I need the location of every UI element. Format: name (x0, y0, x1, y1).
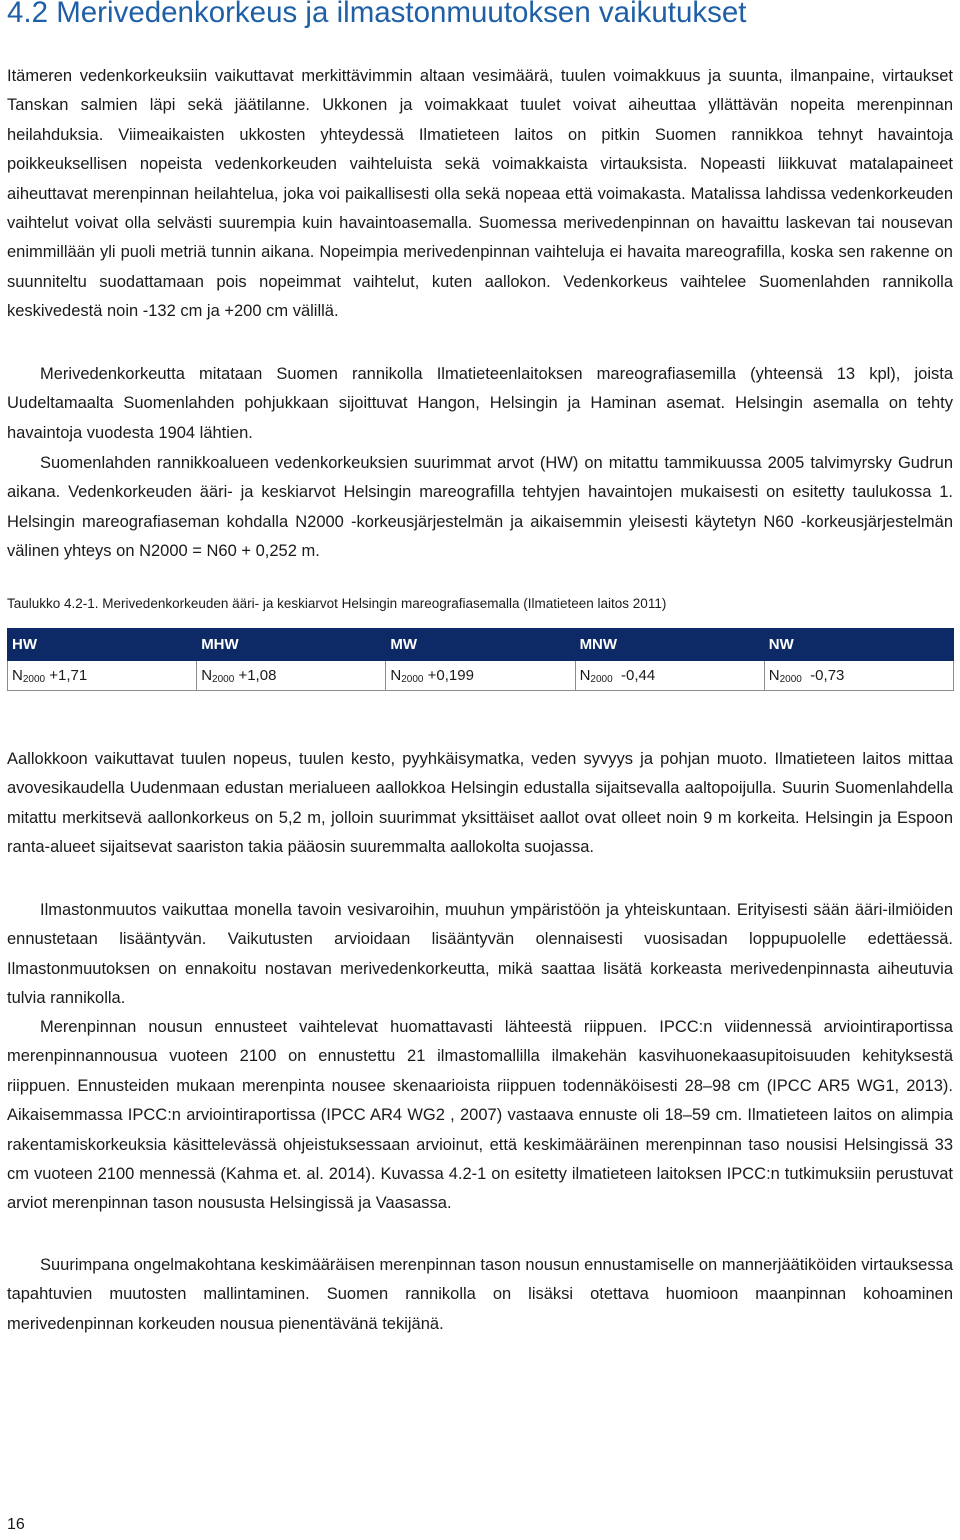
table-header-cell: MW (386, 629, 575, 661)
cell-value: +1,71 (49, 667, 88, 684)
table-cell (764, 661, 953, 691)
paragraph-mareograph-stations: Merivedenkorkeutta mitataan Suomen rannikolla Ilmatieteenlaitoksen mareografiasemilla (yhteensä 13 kpl), joista Uudeltamaalta Suomenlahden pohjukkaan sijoittuvat Hangon, Helsingin ja Haminan asemat. Helsingin asemalla on tehty havaintoja vuodesta 1904 lähtien. (7, 365, 953, 442)
paragraph-waves: Aallokkoon vaikuttavat tuulen nopeus, tuulen kesto, pyyhkäisymatka, veden syvyys ja pohjan muoto. Ilmatieteen laitos mittaa avovesikaudella Uudenmaan edustan merialueen aallokkoa Helsingin edustalla sijaitsevalla aaltopoijulla. Suurin Suomenlahdella mitattu merkitsevä aallonkorkeus on 5,2 m, jolloin suurimmat yksittäiset aallot ovat olleet noin 9 m korkeita. Helsingin ja Espoon ranta-alueet sijaitsevat saariston takia pääosin suuremmalta aallokolta suojassa. (7, 750, 953, 857)
paragraph-sea-level-rise-forecasts: Merenpinnan nousun ennusteet vaihtelevat huomattavasti lähteestä riippuen. IPCC:n viidennessä arviointiraportissa merenpinnannousua vuoteen 2100 on ennustettu 21 ilmastomallilla ilmakehän kasvihuonekaasupitoisuuden kehityksestä riippuen. Ennusteiden mukaan merenpinta nousee skenaarioista riippuen todennäköisesti 28–98 cm (IPCC AR5 WG1, 2013). Aikaisemmassa IPCC:n arviointiraportissa (IPCC AR4 WG2 , 2007) vastaava ennuste oli 18–59 cm. Ilmatieteen laitos on alimpia rakentamiskorkeuksia käsittelevässä ohjeistuksessaan arvioinut, että keskimääräinen merenpinnan taso nousisi Helsingissä 33 cm vuoteen 2100 mennessä (Kahma et. al. 2014). Kuvassa 4.2-1 on esitetty ilmatieteen laitoksen IPCC:n tutkimuksiin perustuvat arviot merenpinnan tason noususta Helsingissä ja Vaasassa. (7, 1018, 953, 1213)
paragraph-sea-level-factors: Itämeren vedenkorkeuksiin vaikuttavat merkittävimmin altaan vesimäärä, tuulen voimakkuus ja suunta, ilmanpaine, virtaukset Tanskan salmien läpi sekä jäätilanne. Ukkonen ja voimakkaat tuulet voivat aiheuttaa yllättävän nopeita merenpinnan heilahduksia. Viimeaikaisten ukkosten yhteydessä Ilmatieteen laitos on pitkin Suomen rannikkoa tehnyt havaintoja poikkeuksellisen nopeista vedenkorkeuden vaihteluista sekä voimakkaista virtauksista. Nopeasti liikkuvat matalapaineet aiheuttavat merenpinnan heilahtelua, joka voi paikallisesti olla sekä nopeaa että voimakasta. Matalissa lahdissa vedenkorkeuden vaihtelut voivat olla selvästi suurempia kuin havaintoasemalla. Suomessa merivedenpinnan on havaittu laskevan tai nousevan enimmillään yli puoli metriä tunnin aikana. Nopeimpia merivedenpinnan vaihteluja ei havaita mareografilla, koska sen rakenne on suunniteltu suodattamaan pois nopeimmat vaihtelut, kuten aallokon. Vedenkorkeus vaihtelee Suomenlahden rannikolla keskivedestä noin -132 cm ja +200 cm välillä. (7, 67, 953, 321)
table-header-cell: MHW (197, 629, 386, 661)
section-heading: 4.2 Merivedenkorkeus ja ilmastonmuutoksen vaikutukset (7, 0, 747, 29)
water-level-table (7, 628, 954, 691)
page-number: 16 (7, 1516, 25, 1533)
height-system-subscript: 2000 (779, 674, 802, 685)
table-header-cell: MNW (575, 629, 764, 661)
paragraph-modelling-challenges: Suurimpana ongelmakohtana keskimääräisen merenpinnan tason nousun ennustamiselle on mannerjäätiköiden virtauksessa tapahtuvien muutosten mallintaminen. Suomen rannikolla on lisäksi otettava huomioon maanpinnan kohoaminen merivedenpinnan korkeuden nousua pienentävänä tekijänä. (7, 1256, 953, 1333)
height-system-subscript: 2000 (590, 674, 613, 685)
table-header-cell: HW (8, 629, 197, 661)
height-system-subscript: 2000 (401, 674, 424, 685)
table-cell (575, 661, 764, 691)
table-cell (197, 661, 386, 691)
table-row (8, 661, 954, 691)
table-cell (8, 661, 197, 691)
paragraph-extreme-values: Suomenlahden rannikkoalueen vedenkorkeuksien suurimmat arvot (HW) on mitattu tammikuussa 2005 talvimyrsky Gudrun aikana. Vedenkorkeuden ääri- ja keskiarvot Helsingin mareografilla tehtyjen havaintojen mukaisesti on esitetty taulukossa 1. Helsingin mareografiaseman kohdalla N2000 -korkeusjärjestelmän ja aikaisemmin yleisesti käytetyn N60 -korkeusjärjestelmän välinen yhteys on N2000 = N60 + 0,252 m. (7, 454, 953, 561)
height-system-label: N (390, 667, 402, 684)
cell-value: -0,44 (621, 667, 656, 684)
table-cell (386, 661, 575, 691)
cell-value: -0,73 (810, 667, 845, 684)
height-system-label: N (579, 667, 591, 684)
table-header-row (8, 629, 954, 661)
table-header-cell: NW (764, 629, 953, 661)
height-system-label: N (201, 667, 213, 684)
cell-value: +1,08 (238, 667, 277, 684)
table-caption: Taulukko 4.2-1. Merivedenkorkeuden ääri- ja keskiarvot Helsingin mareografiasemalla (Ilmatieteen laitos 2011) (7, 596, 667, 611)
height-system-label: N (768, 667, 780, 684)
cell-value: +0,199 (427, 667, 474, 684)
height-system-subscript: 2000 (22, 674, 46, 685)
height-system-label: N (12, 667, 23, 684)
paragraph-climate-change: Ilmastonmuutos vaikuttaa monella tavoin vesivaroihin, muuhun ympäristöön ja yhteiskuntaan. Erityisesti sään ääri-ilmiöiden ennustetaan lisääntyvän. Vaikutusten arvioidaan lisääntyvän olennaisesti vuosisadan loppupuolelle edettäessä. Ilmastonmuutoksen on ennakoitu nostavan merivedenkorkeutta, mikä saattaa lisätä korkeasta merivedenpinnasta aiheutuvia tulvia rannikolla. (7, 901, 953, 1008)
height-system-subscript: 2000 (212, 674, 235, 685)
